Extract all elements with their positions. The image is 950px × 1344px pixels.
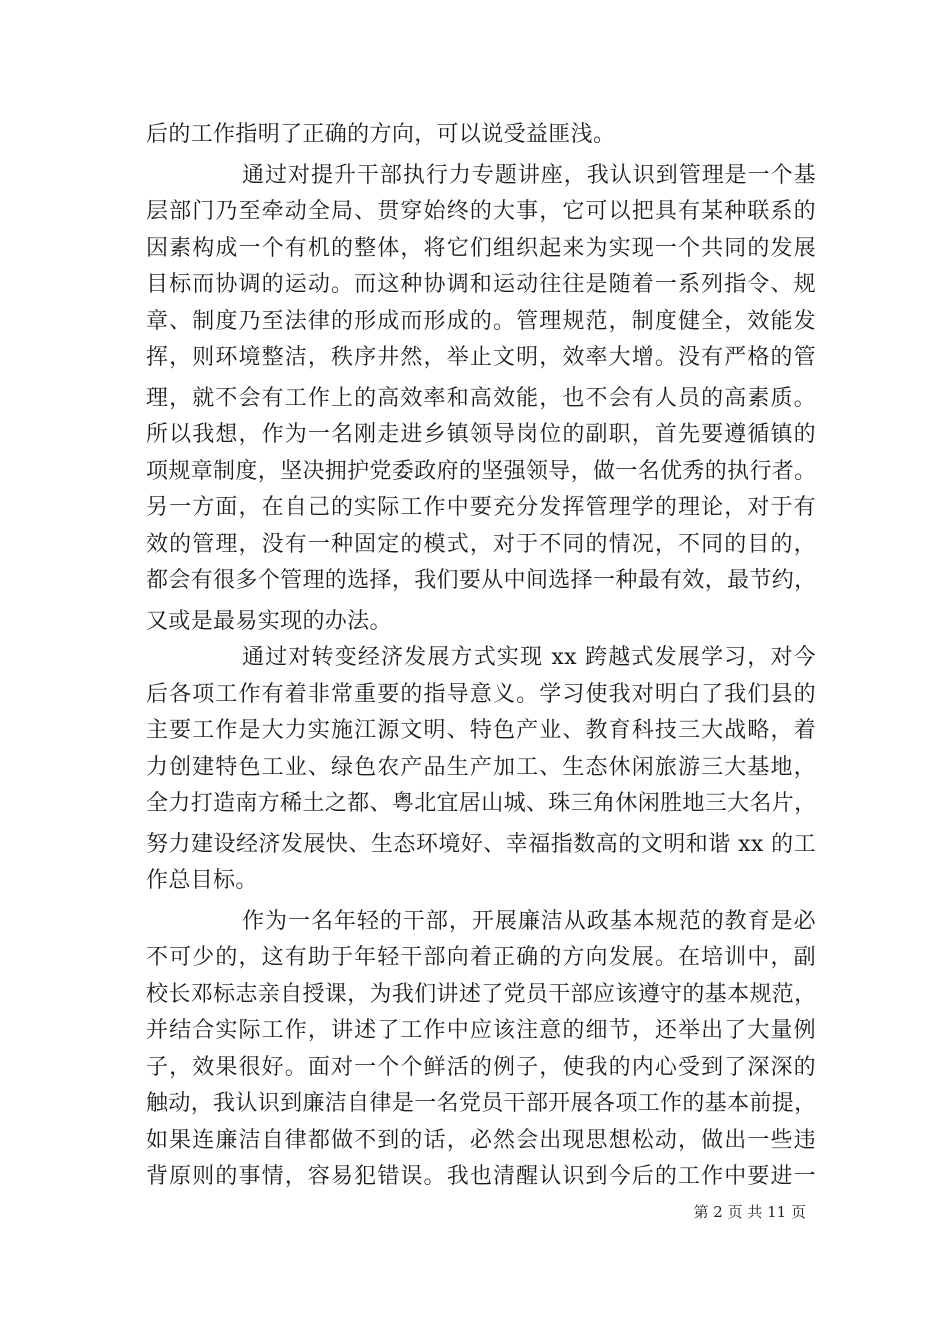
text-line: 触动，我认识到廉洁自律是一名党员干部开展各项工作的基本前提， (146, 1091, 817, 1116)
text-line: 校长邓标志亲自授课，为我们讲述了党员干部应该遵守的基本规范， (146, 982, 817, 1007)
text-line: 并结合实际工作，讲述了工作中应该注意的细节，还举出了大量例 (146, 1018, 816, 1043)
text-line: 主要工作是大力实施江源文明、特色产业、教育科技三大战略，着 (146, 718, 816, 743)
text-line: 努力建设经济发展快、生态环境好、幸福指数高的文明和谐 xx 的工 (146, 832, 816, 857)
text-line: 子，效果很好。面对一个个鲜活的例子，使我的内心受到了深深的 (146, 1055, 816, 1080)
text-line: 层部门乃至牵动全局、贯穿始终的大事，它可以把具有某种联系的 (146, 199, 816, 224)
text-line: 力创建特色工业、绿色农产品生产加工、生态休闲旅游三大基地， (146, 755, 816, 780)
text-line: 目标而协调的运动。而这种协调和运动往往是随着一系列指令、规 (146, 272, 816, 297)
text-line: 另一方面，在自己的实际工作中要充分发挥管理学的理论，对于有 (146, 495, 816, 520)
text-line: 章、制度乃至法律的形成而形成的。管理规范，制度健全，效能发 (146, 309, 816, 334)
paragraph-first-line: 作为一名年轻的干部，开展廉洁从政基本规范的教育是必 (242, 909, 816, 934)
paragraph-first-line: 通过对转变经济发展方式实现 xx 跨越式发展学习，对今 (242, 645, 816, 670)
text-line: 背原则的事情，容易犯错误。我也清醒认识到今后的工作中要进一 (146, 1164, 816, 1189)
text-line: 都会有很多个管理的选择，我们要从中间选择一种最有效，最节约， (146, 568, 817, 593)
text-line: 又或是最易实现的办法。 (146, 609, 392, 634)
page-number: 第 2 页 共 11 页 (693, 1203, 806, 1221)
text-line: 项规章制度，坚决拥护党委政府的坚强领导，做一名优秀的执行者。 (146, 459, 817, 484)
text-line: 理，就不会有工作上的高效率和高效能，也不会有人员的高素质。 (146, 386, 816, 411)
text-line: 因素构成一个有机的整体，将它们组织起来为实现一个共同的发展 (146, 236, 816, 261)
text-line: 挥，则环境整洁，秩序井然，举止文明，效率大增。没有严格的管 (146, 345, 816, 370)
text-line: 效的管理，没有一种固定的模式，对于不同的情况，不同的目的， (146, 532, 816, 557)
text-line: 后各项工作有着非常重要的指导意义。学习使我对明白了我们县的 (146, 682, 816, 707)
text-line: 全力打造南方稀土之都、粤北宜居山城、珠三角休闲胜地三大名片， (146, 791, 817, 816)
paragraph-first-line: 通过对提升干部执行力专题讲座，我认识到管理是一个基 (242, 163, 816, 188)
text-line: 不可少的，这有助于年轻干部向着正确的方向发展。在培训中，副 (146, 945, 816, 970)
text-line: 所以我想，作为一名刚走进乡镇领导岗位的副职，首先要遵循镇的 (146, 422, 816, 447)
text-line: 后的工作指明了正确的方向，可以说受益匪浅。 (146, 122, 616, 147)
text-line: 如果连廉洁自律都做不到的话，必然会出现思想松动，做出一些违 (146, 1128, 816, 1153)
text-line: 作总目标。 (146, 868, 258, 893)
